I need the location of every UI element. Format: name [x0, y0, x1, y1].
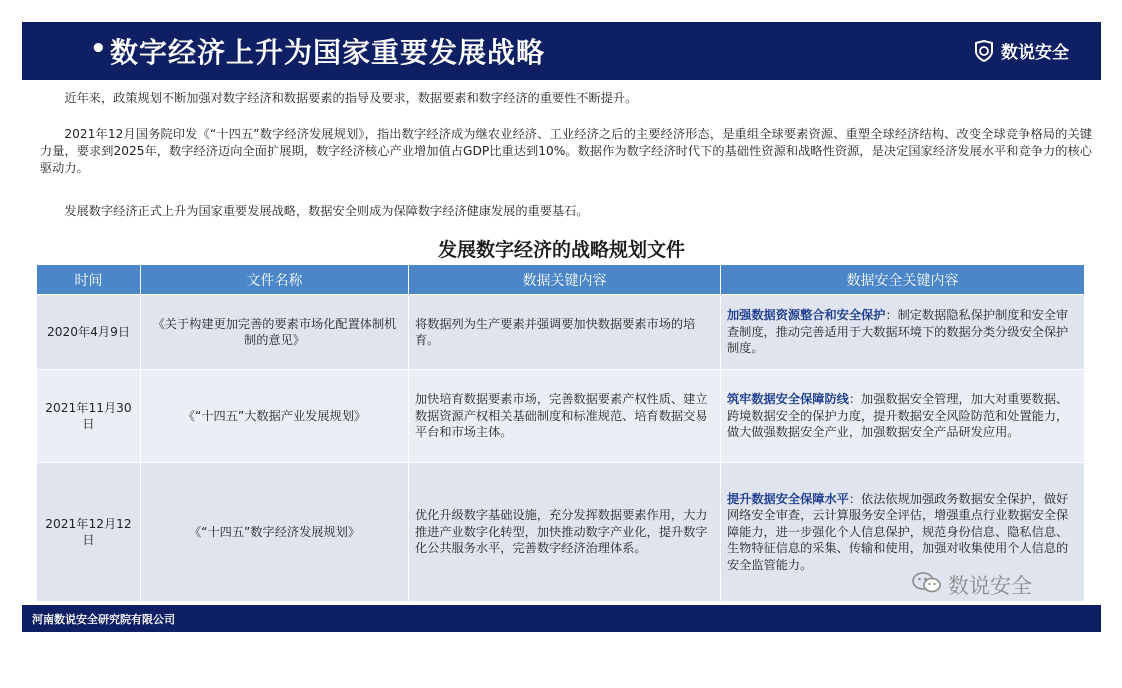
wechat-watermark	[912, 570, 1032, 600]
security-body: ：制定数据隐私保护制度和安全审查制度，推动完善适用于大数据环境下的数据分类分级安全保护制度。	[727, 308, 1069, 356]
cell-data-content: 将数据列为生产要素并强调要加快数据要素市场的培育。	[409, 295, 721, 370]
watermark-text: 数说安全	[948, 574, 1032, 598]
cell-data-content: 加快培育数据要素市场，完善数据要素产权性质、建立数据资源产权相关基础制度和标准规范、培育数据交易平台和市场主体。	[409, 370, 721, 463]
security-heading: 提升数据安全保障水平	[727, 491, 849, 506]
table-header-row	[37, 265, 1085, 295]
cell-date: 2020年4月9日	[37, 295, 141, 370]
intro-paragraph-2: 2021年12月国务院印发《“十四五”数字经济发展规划》，指出数字经济成为继农业经济、工业经济之后的主要经济形态，是重组全球要素资源、重塑全球经济结构、改变全球竞争格局的关键力量，要求到2025年，数字经济迈向全面扩展期，数字经济核心产业增加值占GDP比重达到10%。数据作为数字经济时代下的基础性资源和战略性资源，是决定国家经济发展水平和竞争力的核心驱动力。	[40, 127, 1092, 175]
header-bar	[22, 22, 1101, 80]
column-header-date: 时间	[37, 265, 141, 295]
column-header-security-content: 数据安全关键内容	[721, 265, 1085, 295]
page-title: 数字经济上升为国家重要发展战略	[110, 36, 546, 69]
wechat-icon	[912, 571, 942, 600]
column-header-data-content: 数据关键内容	[409, 265, 721, 295]
cell-security-content	[721, 295, 1085, 370]
intro-paragraph-1: 近年来，政策规划不断加强对数字经济和数据要素的指导及要求，数据要素和数字经济的重要性不断提升。	[64, 91, 638, 105]
slide	[22, 22, 1101, 632]
shield-logo-icon	[973, 40, 995, 62]
footer-company: 河南数说安全研究院有限公司	[32, 613, 175, 626]
table-title: 发展数字经济的战略规划文件	[437, 239, 685, 261]
brand-logo	[973, 38, 1069, 63]
brand-name: 数说安全	[1001, 43, 1069, 63]
strategy-table	[36, 264, 1085, 602]
security-body: ：加强数据安全管理，加大对重要数据、跨境数据安全的保护力度，提升数据安全风险防范和处置能力，做大做强数据安全产业，加强数据安全产品研发应用。	[727, 392, 1069, 440]
cell-date: 2021年12月12日	[37, 463, 141, 602]
cell-document: 《“十四五”数字经济发展规划》	[141, 463, 409, 602]
cell-document: 《关于构建更加完善的要素市场化配置体制机制的意见》	[141, 295, 409, 370]
security-heading: 加强数据资源整合和安全保护	[727, 308, 886, 323]
cell-data-content: 优化升级数字基础设施，充分发挥数据要素作用，大力推进产业数字化转型，加快推动数字产业化，提升数字化公共服务水平，完善数字经济治理体系。	[409, 463, 721, 602]
table-row	[37, 370, 1085, 463]
security-body: ：依法依规加强政务数据安全保护，做好网络安全审查，云计算服务安全评估，增强重点行业数据安全保障能力，进一步强化个人信息保护，规范身份信息、隐私信息、生物特征信息的采集、传输和使用，加强对收集使用个人信息的安全监管能力。	[727, 491, 1069, 572]
table-row	[37, 295, 1085, 370]
footer-bar	[22, 605, 1101, 632]
intro-paragraph-3: 发展数字经济正式上升为国家重要发展战略，数据安全则成为保障数字经济健康发展的重要基石。	[64, 204, 589, 218]
cell-security-content	[721, 370, 1085, 463]
cell-document: 《“十四五”大数据产业发展规划》	[141, 370, 409, 463]
cell-date: 2021年11月30日	[37, 370, 141, 463]
security-heading: 筑牢数据安全保障防线	[727, 392, 849, 407]
title-bullet: •	[90, 34, 107, 64]
column-header-document: 文件名称	[141, 265, 409, 295]
